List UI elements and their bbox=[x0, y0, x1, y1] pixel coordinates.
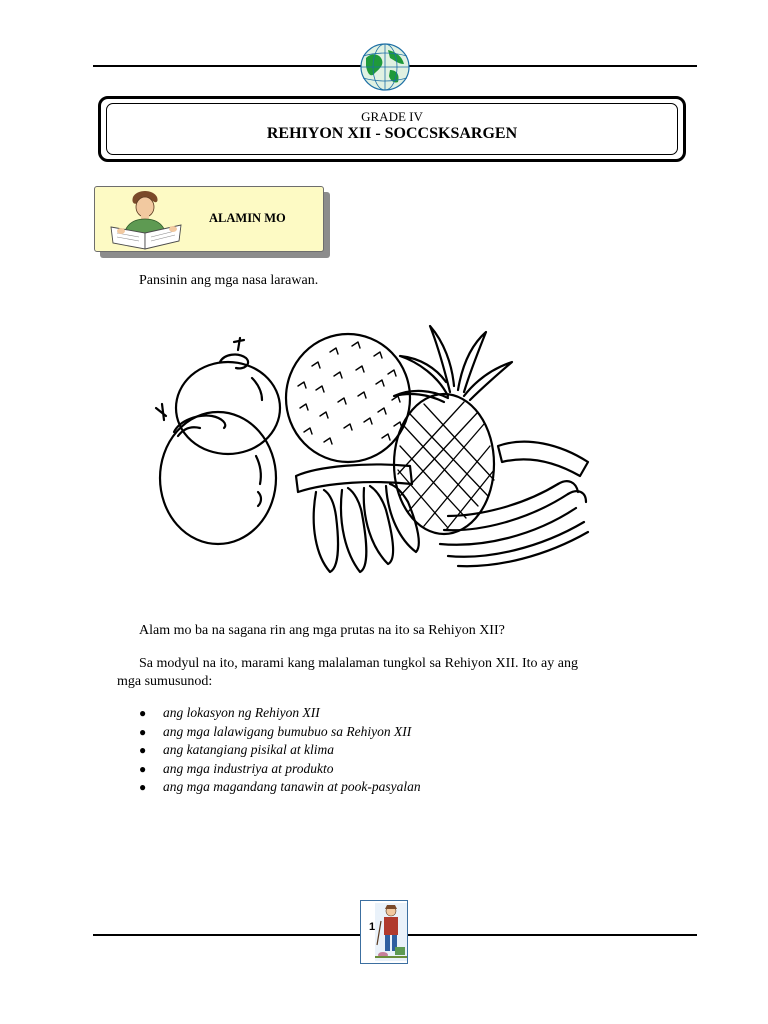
intro-text: Pansinin ang mga nasa larawan. bbox=[139, 273, 319, 288]
farmer-badge-icon bbox=[375, 903, 407, 961]
bullet-icon: ● bbox=[139, 706, 147, 720]
list-item-text: ang mga industriya at produkto bbox=[163, 760, 334, 776]
list-item-text: ang katangiang pisikal at klima bbox=[163, 742, 334, 757]
module-text-line2: mga sumusunod: bbox=[117, 674, 213, 689]
list-item bbox=[139, 778, 421, 797]
list-item-text: ang mga lalawigang bumubuo sa Rehiyon XII bbox=[163, 723, 412, 739]
bullet-icon: ● bbox=[139, 743, 147, 757]
reading-person-icon bbox=[107, 189, 189, 251]
fruits-illustration bbox=[148, 316, 608, 586]
bullet-icon: ● bbox=[139, 761, 147, 776]
section-label-box bbox=[94, 186, 324, 252]
list-item bbox=[139, 704, 421, 723]
bullet-icon: ● bbox=[139, 724, 147, 739]
topic-list bbox=[139, 704, 421, 797]
list-item-text: ang lokasyon ng Rehiyon XII bbox=[163, 705, 320, 720]
page-badge bbox=[360, 900, 408, 964]
page-number: 1 bbox=[369, 921, 376, 933]
globe-icon bbox=[358, 42, 412, 92]
list-item bbox=[139, 760, 421, 779]
bullet-icon: ● bbox=[139, 780, 147, 794]
section-label: ALAMIN MO bbox=[209, 211, 286, 225]
list-item-text: ang mga magandang tanawin at pook-pasyalan bbox=[163, 779, 421, 794]
list-item bbox=[139, 723, 421, 742]
region-title: REHIYON XII - SOCCSKSARGEN bbox=[266, 125, 518, 142]
module-text-line1: Sa modyul na ito, marami kang malalaman tungkol sa Rehiyon XII. Ito ay ang bbox=[139, 656, 578, 671]
list-item bbox=[139, 741, 421, 760]
title-box bbox=[98, 96, 686, 162]
question-text: Alam mo ba na sagana rin ang mga prutas na ito sa Rehiyon XII? bbox=[139, 623, 505, 638]
grade-label: GRADE IV bbox=[361, 109, 423, 124]
